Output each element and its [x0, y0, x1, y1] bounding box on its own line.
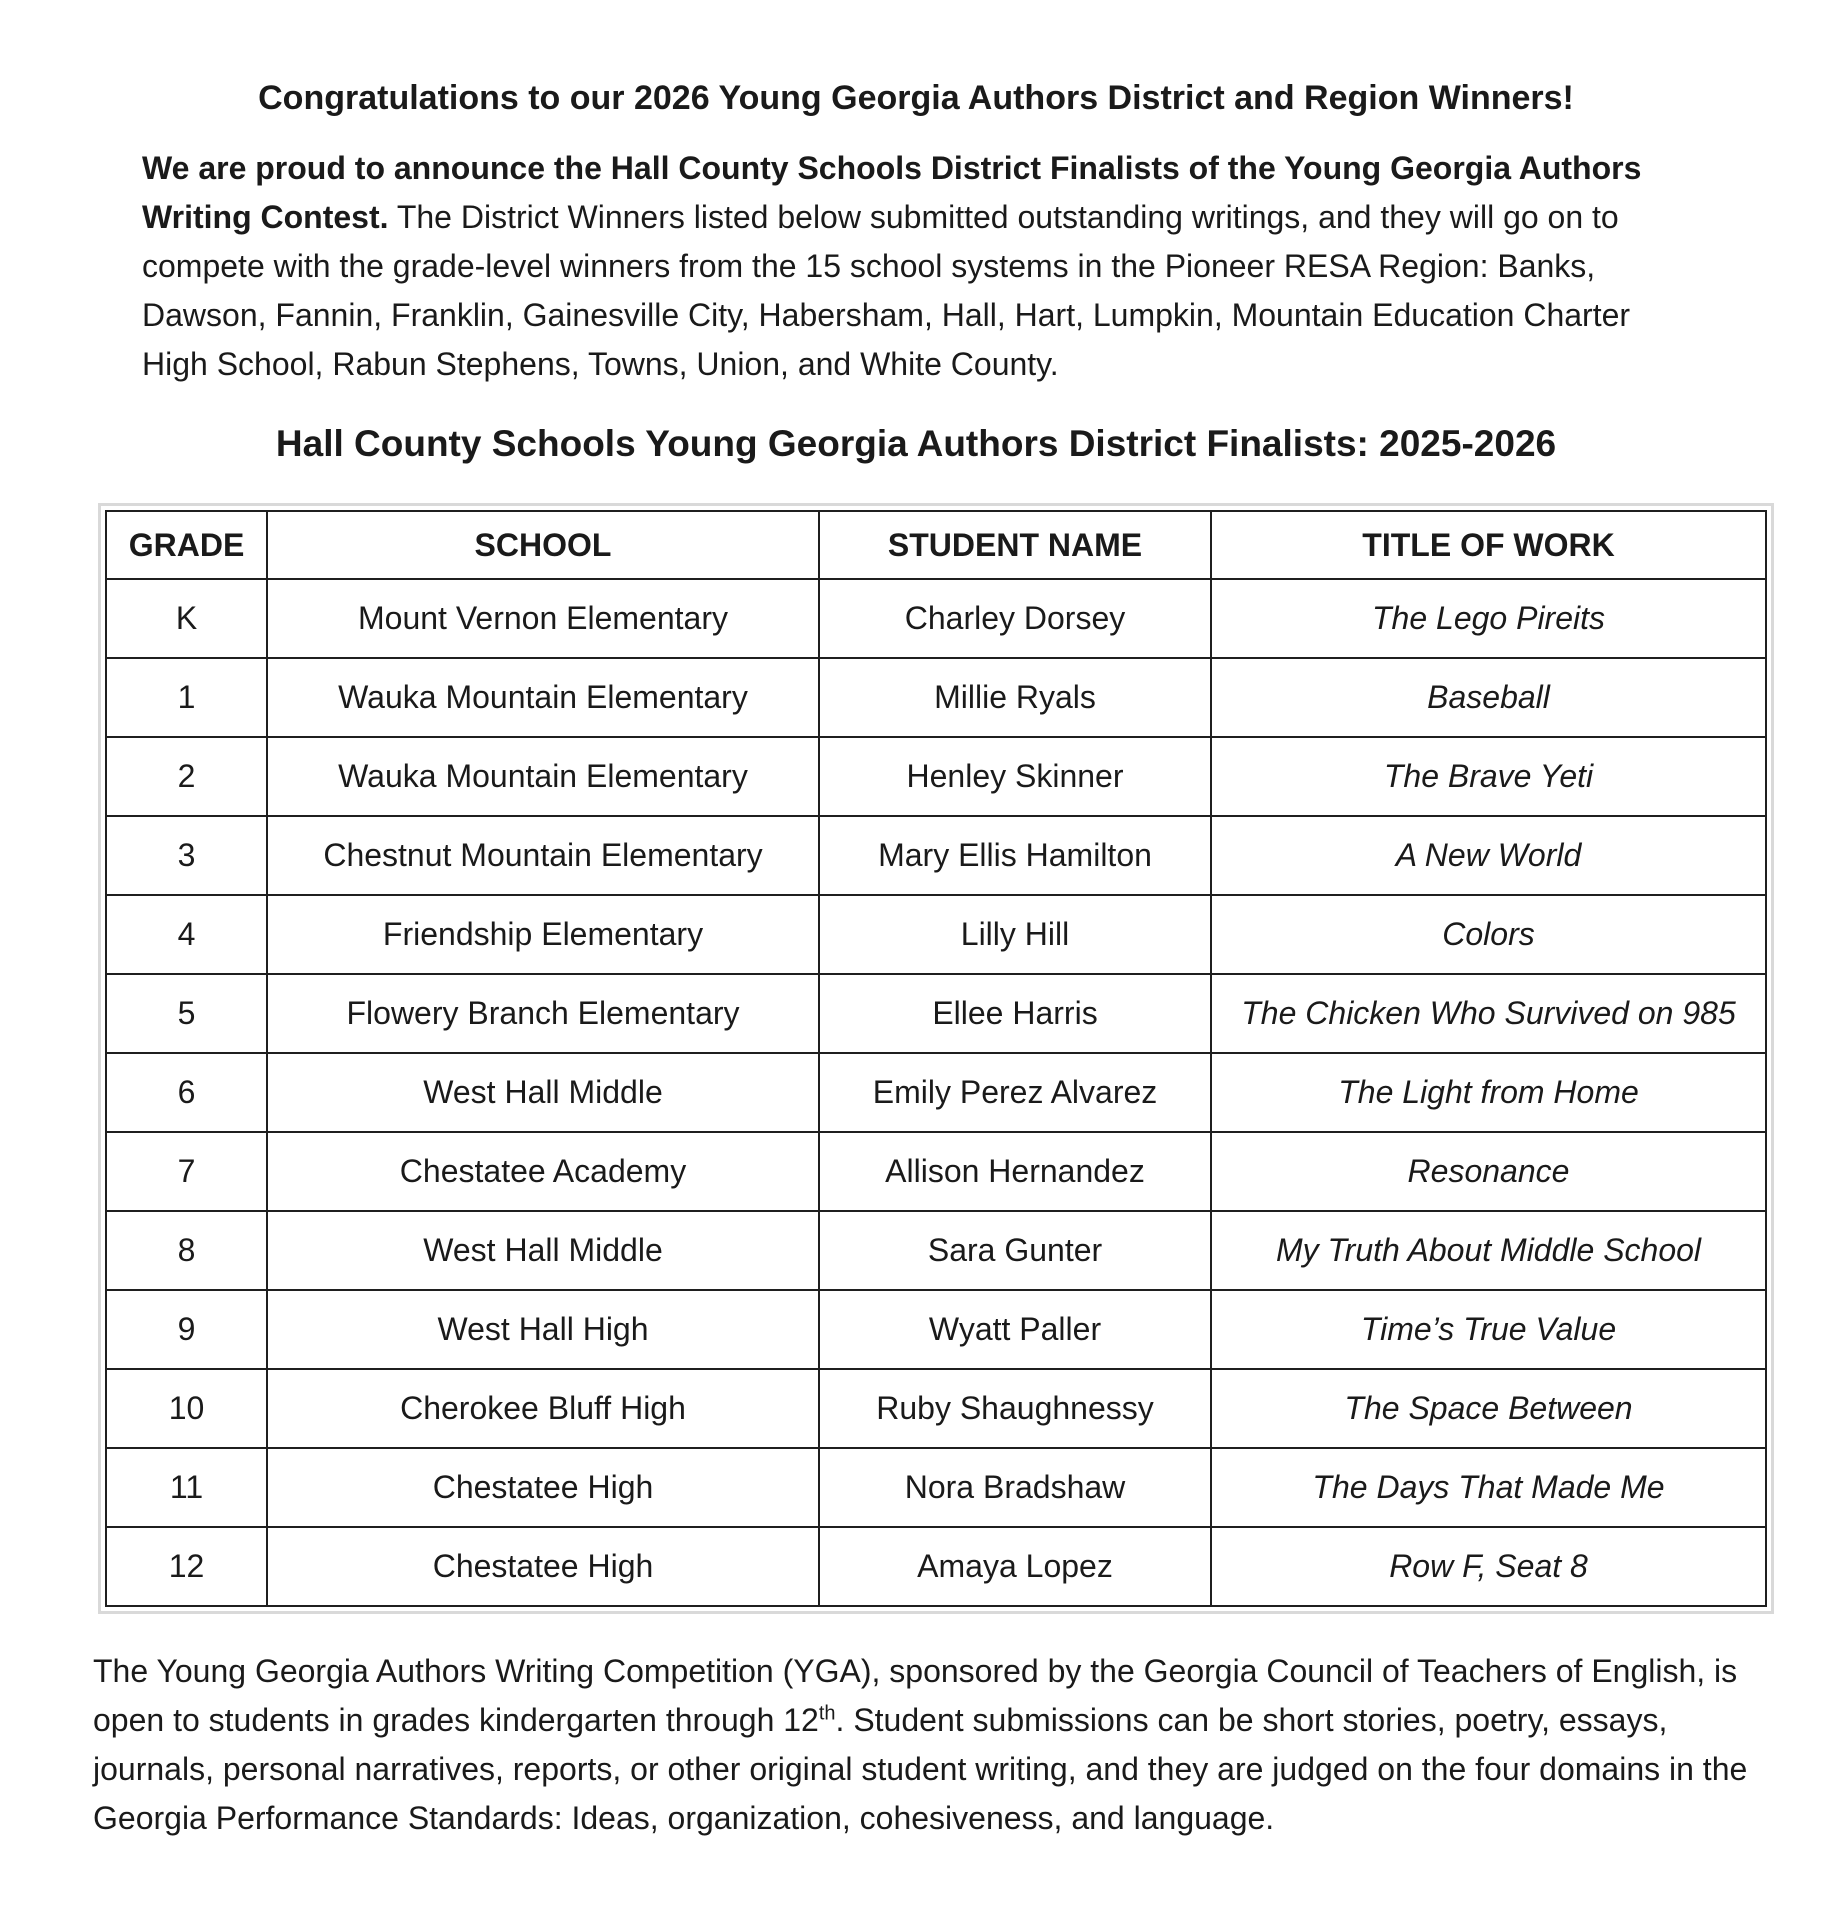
table-row	[106, 816, 1766, 895]
table-row	[106, 1132, 1766, 1211]
finalists-table	[105, 510, 1767, 1607]
school-cell: West Hall High	[267, 1290, 819, 1369]
table-row	[106, 1290, 1766, 1369]
grade-cell: 10	[106, 1369, 267, 1448]
title-cell: My Truth About Middle School	[1211, 1211, 1766, 1290]
header-cell-student: STUDENT NAME	[819, 511, 1211, 579]
student-cell: Sara Gunter	[819, 1211, 1211, 1290]
grade-cell: 2	[106, 737, 267, 816]
student-cell: Millie Ryals	[819, 658, 1211, 737]
ordinal-superscript: th	[818, 1702, 836, 1725]
section-title: Hall County Schools Young Georgia Authors District Finalists: 2025-2026	[275, 423, 1557, 464]
school-cell: Chestatee High	[267, 1527, 819, 1606]
table-row	[106, 1527, 1766, 1606]
title-cell: Resonance	[1211, 1132, 1766, 1211]
grade-cell: 11	[106, 1448, 267, 1527]
page-title: Congratulations to our 2026 Young Georgia Authors District and Region Winners!	[258, 79, 1574, 117]
intro-paragraph	[142, 144, 1697, 389]
table-row	[106, 895, 1766, 974]
school-cell: Wauka Mountain Elementary	[267, 658, 819, 737]
grade-cell: 6	[106, 1053, 267, 1132]
school-cell: West Hall Middle	[267, 1053, 819, 1132]
grade-cell: 4	[106, 895, 267, 974]
student-cell: Emily Perez Alvarez	[819, 1053, 1211, 1132]
title-cell: The Days That Made Me	[1211, 1448, 1766, 1527]
grade-cell: 8	[106, 1211, 267, 1290]
table-row	[106, 1053, 1766, 1132]
student-cell: Wyatt Paller	[819, 1290, 1211, 1369]
school-cell: Flowery Branch Elementary	[267, 974, 819, 1053]
header-cell-grade: GRADE	[106, 511, 267, 579]
title-cell: Baseball	[1211, 658, 1766, 737]
school-cell: Friendship Elementary	[267, 895, 819, 974]
table-row	[106, 1369, 1766, 1448]
school-cell: Wauka Mountain Elementary	[267, 737, 819, 816]
header-cell-title: TITLE OF WORK	[1211, 511, 1766, 579]
student-cell: Allison Hernandez	[819, 1132, 1211, 1211]
grade-cell: K	[106, 579, 267, 658]
school-cell: Mount Vernon Elementary	[267, 579, 819, 658]
title-cell: A New World	[1211, 816, 1766, 895]
finalists-table-container	[105, 510, 1765, 1607]
grade-cell: 5	[106, 974, 267, 1053]
table-row	[106, 1448, 1766, 1527]
table-row	[106, 737, 1766, 816]
title-cell: The Light from Home	[1211, 1053, 1766, 1132]
title-cell: The Brave Yeti	[1211, 737, 1766, 816]
student-cell: Charley Dorsey	[819, 579, 1211, 658]
closing-text-start: The Young Georgia Authors Writing Competition (YGA), sponsored by the Georgia Council of Teachers of English, is open to students in grades kindergarten through 12	[93, 1653, 1738, 1738]
student-cell: Nora Bradshaw	[819, 1448, 1211, 1527]
header-cell-school: SCHOOL	[267, 511, 819, 579]
intro-body-text: The District Winners listed below submitted outstanding writings, and they will go on to compete with the grade-level winners from the 15 school systems in the Pioneer RESA Region: Banks, Dawson, Fannin, Franklin, Gainesville City, Habersham, Hall, Hart, Lumpkin, Mountain Education Charter High School, Rabun Stephens, Towns, Union, and White County.	[142, 199, 1631, 382]
grade-cell: 3	[106, 816, 267, 895]
title-cell: The Chicken Who Survived on 985	[1211, 974, 1766, 1053]
student-cell: Mary Ellis Hamilton	[819, 816, 1211, 895]
school-cell: West Hall Middle	[267, 1211, 819, 1290]
title-cell: Time’s True Value	[1211, 1290, 1766, 1369]
grade-cell: 1	[106, 658, 267, 737]
table-row	[106, 974, 1766, 1053]
student-cell: Ellee Harris	[819, 974, 1211, 1053]
school-cell: Chestatee High	[267, 1448, 819, 1527]
intro-bold-lead: We are proud to announce the Hall County Schools District Finalists of the Young Georgia Authors Writing Contest.	[142, 150, 1642, 235]
table-row	[106, 1211, 1766, 1290]
student-cell: Henley Skinner	[819, 737, 1211, 816]
closing-text-end: . Student submissions can be short stories, poetry, essays, journals, personal narratives, reports, or other original student writing, and they are judged on the four domains in the Georgia Performance Standards: Ideas, organization, cohesiveness, and language.	[93, 1702, 1748, 1836]
student-cell: Lilly Hill	[819, 895, 1211, 974]
grade-cell: 9	[106, 1290, 267, 1369]
student-cell: Amaya Lopez	[819, 1527, 1211, 1606]
school-cell: Chestatee Academy	[267, 1132, 819, 1211]
school-cell: Chestnut Mountain Elementary	[267, 816, 819, 895]
closing-paragraph	[93, 1647, 1748, 1843]
title-cell: The Lego Pireits	[1211, 579, 1766, 658]
finalists-table-body	[106, 579, 1766, 1606]
table-row	[106, 658, 1766, 737]
title-cell: Row F, Seat 8	[1211, 1527, 1766, 1606]
school-cell: Cherokee Bluff High	[267, 1369, 819, 1448]
title-cell: The Space Between	[1211, 1369, 1766, 1448]
table-header-row	[106, 511, 1766, 579]
title-cell: Colors	[1211, 895, 1766, 974]
table-row	[106, 579, 1766, 658]
grade-cell: 12	[106, 1527, 267, 1606]
grade-cell: 7	[106, 1132, 267, 1211]
student-cell: Ruby Shaughnessy	[819, 1369, 1211, 1448]
